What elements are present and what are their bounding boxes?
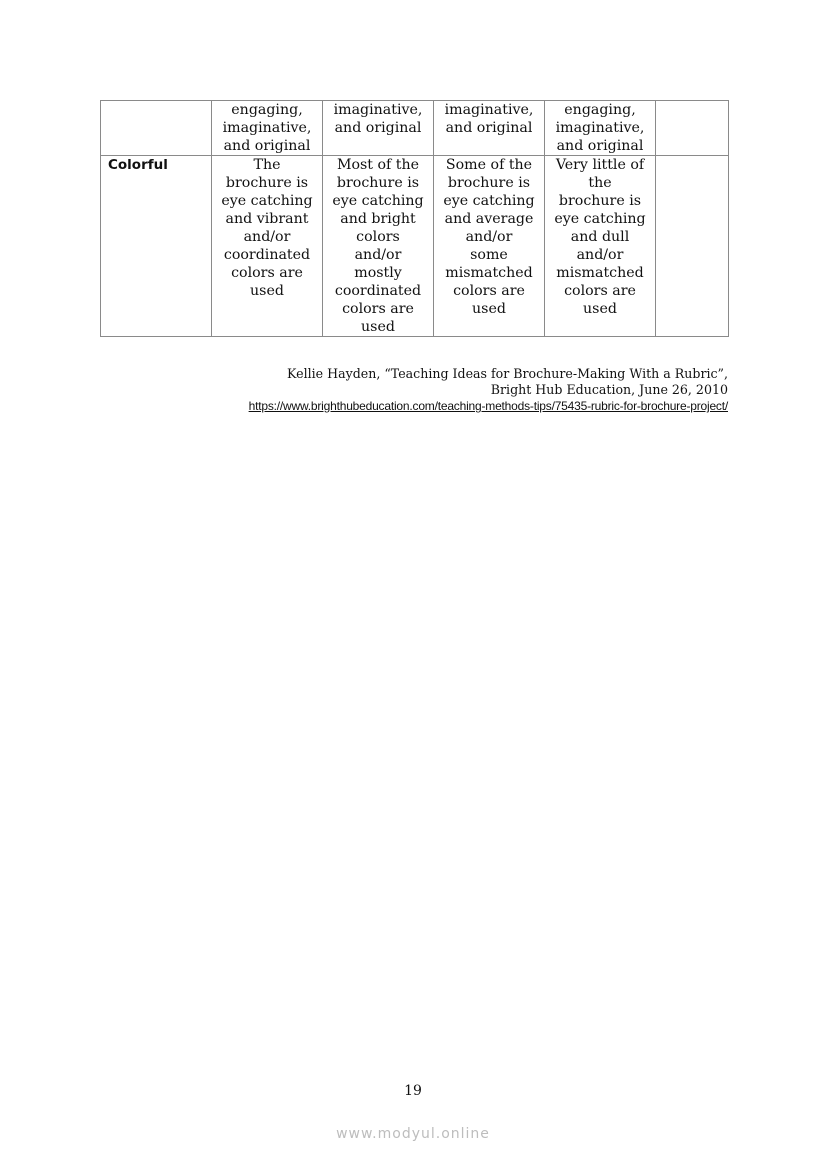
rubric-cell: engaging, imaginative, and original	[212, 101, 323, 156]
citation-link[interactable]: https://www.brighthubeducation.com/teaching-methods-tips/75435-rubric-for-brochure-project/	[248, 399, 728, 413]
rubric-cell: imaginative, and original	[434, 101, 545, 156]
table-row	[101, 101, 729, 156]
table-row	[101, 156, 729, 337]
rubric-cell: Some of the brochure is eye catching and average and/or some mismatched colors are used	[434, 156, 545, 337]
citation-line: Kellie Hayden, “Teaching Ideas for Brochure-Making With a Rubric”,	[287, 366, 728, 381]
page-number: 19	[404, 1083, 422, 1099]
criterion-cell	[101, 156, 212, 337]
citation-line: Bright Hub Education, June 26, 2010	[490, 382, 728, 397]
rubric-cell: engaging, imaginative, and original	[545, 101, 656, 156]
watermark: www.modyul.online	[336, 1126, 490, 1142]
rubric-cell: imaginative, and original	[323, 101, 434, 156]
rubric-cell: The brochure is eye catching and vibrant and/or coordinated colors are used	[212, 156, 323, 337]
score-cell	[656, 156, 729, 337]
score-cell	[656, 101, 729, 156]
rubric-cell: Most of the brochure is eye catching and bright colors and/or mostly coordinated colors are used	[323, 156, 434, 337]
criterion-cell	[101, 101, 212, 156]
citation	[249, 366, 728, 414]
rubric-table	[100, 100, 729, 337]
rubric-cell: Very little of the brochure is eye catching and dull and/or mismatched colors are used	[545, 156, 656, 337]
criterion-label: Colorful	[108, 157, 168, 173]
